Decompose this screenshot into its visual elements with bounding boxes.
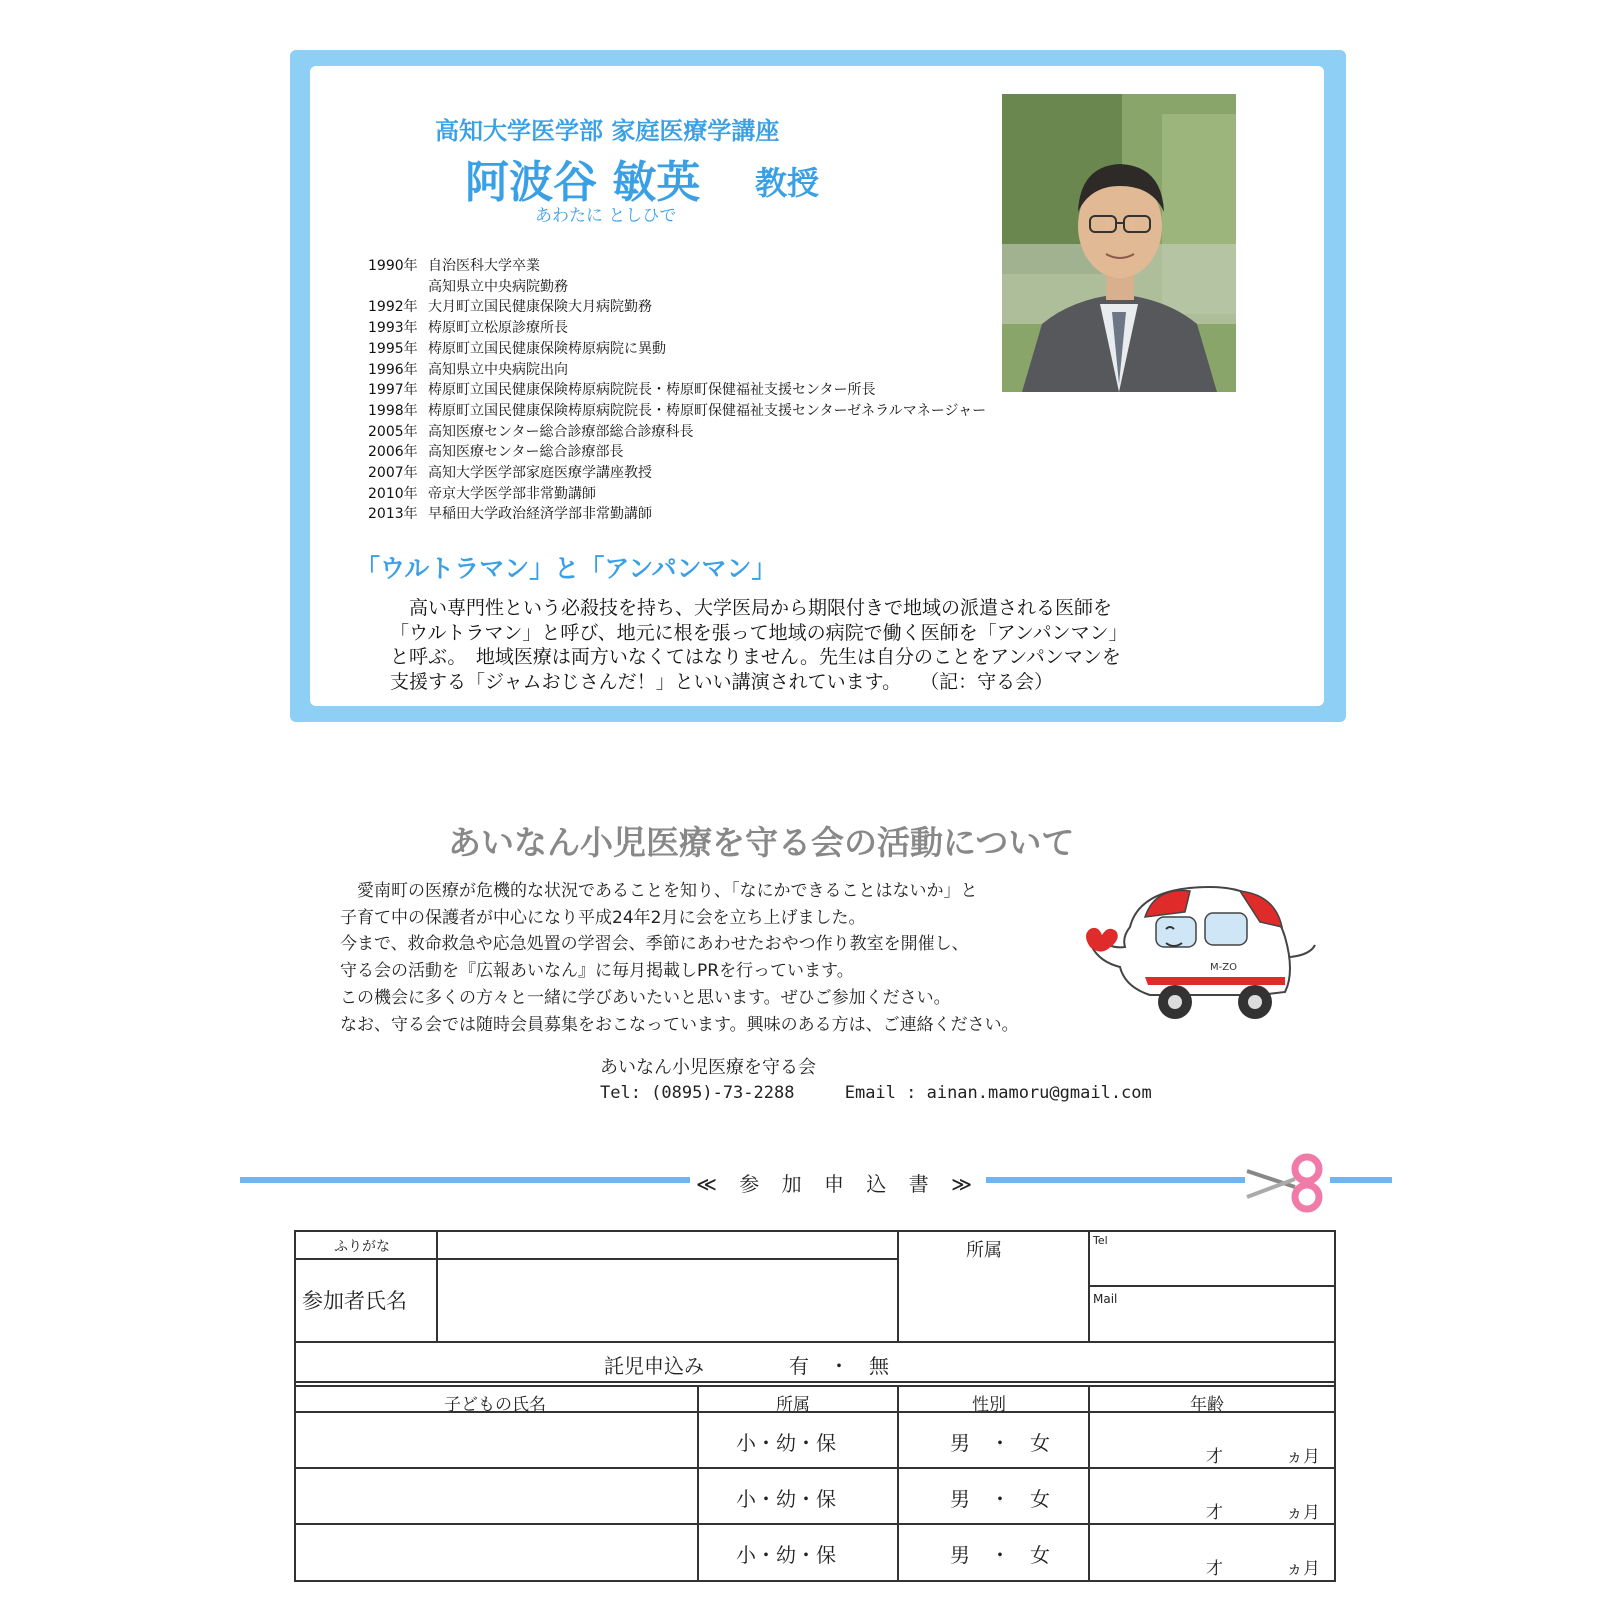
career-row <box>368 318 986 339</box>
career-year: 2005年 <box>368 423 418 440</box>
childcare-label: 託児申込み <box>604 1354 704 1378</box>
participant-name-label: 参加者氏名 <box>302 1289 407 1313</box>
career-text: 梼原町立国民健康保険梼原病院院長・梼原町保健福祉支援センターゼネラルマネージャー <box>428 402 987 419</box>
age-years-label: 才 <box>1206 1503 1223 1523</box>
career-year: 1990年 <box>368 258 418 274</box>
career-text: 早稲田大学政治経済学部非常勤講師 <box>428 506 652 523</box>
career-text: 自治医科大学卒業 <box>428 258 540 274</box>
age-years-label: 才 <box>1206 1447 1223 1467</box>
career-year: 2013年 <box>368 506 418 523</box>
activity-body-line: 愛南町の医療が危機的な状況であることを知り、「なにかできることはないか」と <box>340 881 978 901</box>
furigana-label: ふりがな <box>334 1239 390 1255</box>
activity-body-line: 子育て中の保護者が中心になり平成24年2月に会を立ち上げました。 <box>340 907 866 928</box>
career-year: 2006年 <box>368 444 418 461</box>
career-row <box>368 339 986 360</box>
career-text: 梼原町立国民健康保険梼原病院院長・梼原町保健福祉支援センター所長 <box>428 382 876 399</box>
car-plate-text: M-ZO <box>1210 962 1237 973</box>
career-row <box>368 277 986 298</box>
career-year: 2007年 <box>368 465 418 482</box>
organization-contact <box>600 1083 1192 1103</box>
organization-tel: Tel: (0895)-73-2288 <box>600 1083 795 1103</box>
career-year <box>368 277 428 298</box>
application-form <box>294 1230 1336 1582</box>
organization-email[interactable]: Email : ainan.mamoru@gmail.com <box>844 1083 1152 1103</box>
activity-body-line: 守る会の活動を『広報あいなん』に毎月掲載しPRを行っています。 <box>340 961 854 982</box>
profile-section-heading: 「ウルトラマン」と「アンパンマン」 <box>355 554 777 583</box>
child-gender-options[interactable]: 男 ・ 女 <box>950 1431 1050 1455</box>
organization-name: あいなん小児医療を守る会 <box>600 1057 816 1078</box>
activity-body <box>340 878 1019 1038</box>
scissors-icon <box>1245 1153 1325 1213</box>
child-affiliation-options[interactable]: 小・幼・保 <box>736 1543 836 1567</box>
profile-body <box>390 596 1250 694</box>
ambulance-mascot-icon <box>1070 877 1320 1037</box>
child-affiliation-options[interactable]: 小・幼・保 <box>736 1487 836 1511</box>
childcare-options[interactable]: 有 ・ 無 <box>789 1354 889 1378</box>
career-row <box>368 380 986 401</box>
activity-title: あいなん小児医療を守る会の活動について <box>448 823 1075 862</box>
activity-body-line: 今まで、救命救急や応急処置の学習会、季節にあわせたおやつ作り教室を開催し、 <box>340 934 969 955</box>
career-text: 梼原町立国民健康保険梼原病院に異動 <box>428 340 666 357</box>
age-months-label: ヵ月 <box>1286 1503 1320 1523</box>
career-row <box>368 504 986 525</box>
child-affiliation-options[interactable]: 小・幼・保 <box>736 1431 836 1455</box>
age-months-label: ヵ月 <box>1286 1447 1320 1467</box>
child-name-header: 子どもの氏名 <box>444 1395 546 1415</box>
portrait-photo <box>1002 94 1236 392</box>
divider-line <box>1330 1177 1392 1183</box>
child-gender-options[interactable]: 男 ・ 女 <box>950 1487 1050 1511</box>
career-year: 1997年 <box>368 382 418 399</box>
gender-header: 性別 <box>972 1395 1006 1415</box>
career-text: 高知県立中央病院勤務 <box>428 278 568 295</box>
career-text: 梼原町立松原診療所長 <box>428 320 568 337</box>
career-row <box>368 256 986 277</box>
child-affiliation-header: 所属 <box>776 1395 810 1415</box>
activity-body-line: なお、守る会では随時会員募集をおこなっています。興味のある方は、ご連絡ください。 <box>340 1014 1019 1035</box>
profile-name: 阿波谷 敏英 <box>465 157 701 208</box>
mail-label: Mail <box>1093 1292 1118 1306</box>
affiliation-label: 所属 <box>966 1240 1002 1261</box>
career-text: 高知大学医学部家庭医療学講座教授 <box>428 465 652 482</box>
career-text: 高知医療センター総合診療部長 <box>428 444 624 461</box>
age-years-label: 才 <box>1206 1559 1223 1579</box>
career-text: 大月町立国民健康保険大月病院勤務 <box>428 299 652 316</box>
career-row <box>368 360 986 381</box>
profile-title: 教授 <box>755 164 820 202</box>
portrait-illustration <box>1002 94 1236 392</box>
career-text: 帝京大学医学部非常勤講師 <box>428 485 596 502</box>
profile-card <box>290 50 1346 722</box>
career-year: 1995年 <box>368 340 418 357</box>
career-year: 1992年 <box>368 299 418 316</box>
activity-body-line: この機会に多くの方々と一緒に学びあいたいと思います。ぜひご参加ください。 <box>340 987 951 1008</box>
career-year: 2010年 <box>368 485 418 502</box>
career-row <box>368 401 986 422</box>
profile-name-reading: あわたに としひで <box>535 206 677 226</box>
career-list <box>368 256 986 525</box>
career-row <box>368 442 986 463</box>
career-row <box>368 463 986 484</box>
career-row <box>368 484 986 505</box>
profile-affiliation: 高知大学医学部 家庭医療学講座 <box>435 117 780 145</box>
career-text: 高知県立中央病院出向 <box>428 361 568 378</box>
age-months-label: ヵ月 <box>1286 1559 1320 1579</box>
age-header: 年齢 <box>1190 1395 1224 1415</box>
ambulance-mascot-illustration <box>1070 877 1320 1037</box>
child-gender-options[interactable]: 男 ・ 女 <box>950 1543 1050 1567</box>
profile-body-line: 支援する「ジャムおじさんだ！」といい講演されています。 （記：守る会） <box>390 670 1054 693</box>
career-year: 1998年 <box>368 402 418 419</box>
career-row <box>368 422 986 443</box>
career-text: 高知医療センター総合診療部総合診療科長 <box>428 423 694 440</box>
form-heading: ≪ 参 加 申 込 書 ≫ <box>690 1168 986 1197</box>
tel-label: Tel <box>1093 1234 1108 1247</box>
profile-body-line: 「ウルトラマン」と呼び、地元に根を張って地域の病院で働く医師を「アンパンマン」 <box>390 621 1128 644</box>
profile-body-line: 高い専門性という必殺技を持ち、大学医局から期限付きで地域の派遣される医師を <box>390 597 1113 619</box>
career-year: 1993年 <box>368 320 418 337</box>
career-year: 1996年 <box>368 361 418 378</box>
profile-body-line: と呼ぶ。 地域医療は両方いなくてはなりません。先生は自分のことをアンパンマンを <box>390 646 1121 668</box>
profile-card-inner <box>310 66 1324 706</box>
career-row <box>368 297 986 318</box>
